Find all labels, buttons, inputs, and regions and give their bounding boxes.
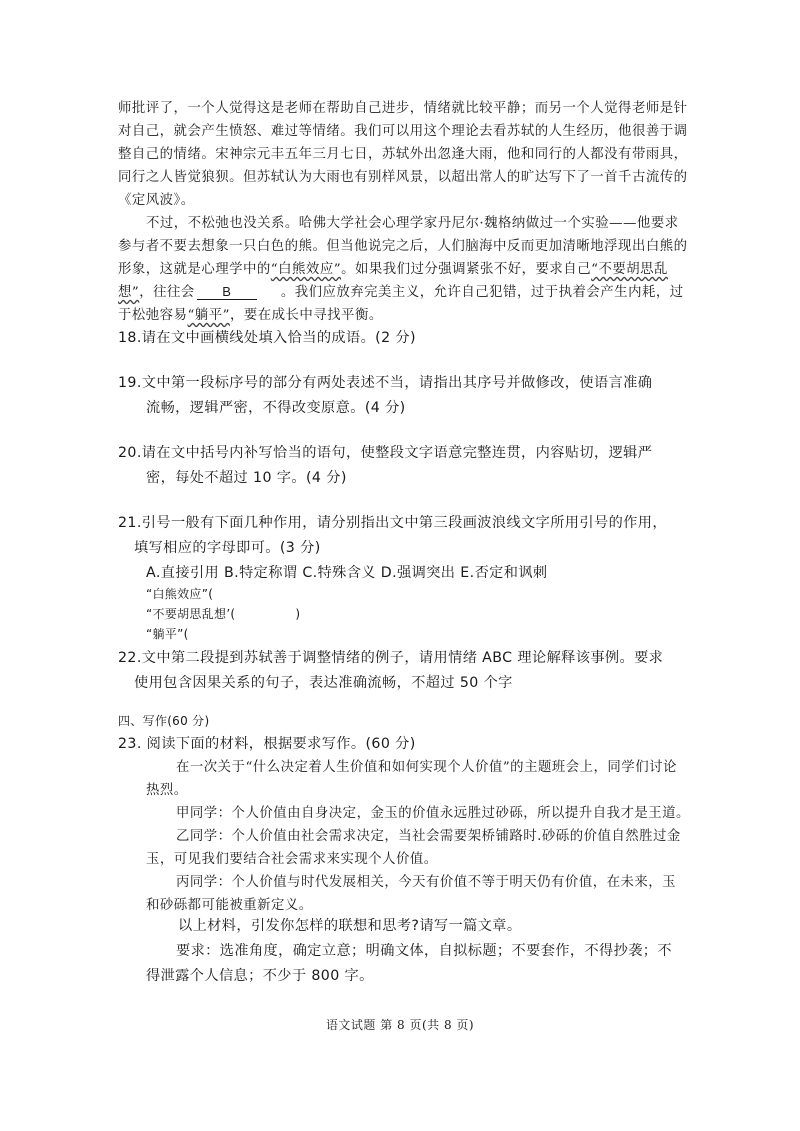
passage-p2-line3 — [118, 258, 668, 277]
quote-no-wild-thoughts: “不要胡思乱 — [591, 262, 668, 277]
question-23: 23. 阅读下面的材料，根据要求写作。(60 分) — [118, 736, 416, 752]
page-footer: 语文试题 第 8 页(共 8 页) — [325, 1018, 475, 1032]
question-20-line1: 20.请在文中括号内补写恰当的语句，使整段文字语意完整连贯，内容贴切，逻辑严 — [118, 445, 653, 461]
passage-text: ，往往会 — [139, 285, 195, 300]
passage-text: 。我们应放弃完美主义，允许自己犯错，过于执着会产生内耗，过 — [280, 285, 684, 300]
question-21-line1: 21.引号一般有下面几种作用，请分别指出文中第三段画波浪线文字所用引号的作用， — [118, 515, 667, 531]
passage-p2-line4 — [118, 281, 684, 300]
passage-p2-line5 — [118, 304, 383, 323]
passage-text: 于松弛容易 — [118, 308, 188, 323]
passage-text: 。如果我们过分强调紧张不好，要求自己 — [341, 262, 592, 277]
passage-p1-line3: 整自己的情绪。宋神宗元丰五年三月七日，苏轼外出忽逢大雨，他和同行的人都没有带雨具， — [118, 147, 688, 162]
question-19-line2: 流畅，逻辑严密，不得改变原意。(4 分) — [146, 400, 406, 416]
question-20-line2: 密，每处不超过 10 字。(4 分) — [146, 470, 347, 486]
question-19-line1: 19.文中第一段标序号的部分有两处表述不当，请指出其序号并做修改，使语言准确 — [118, 375, 653, 391]
section-title-writing: 四、写作(60 分) — [118, 714, 210, 728]
passage-p1-line4: 同行之人皆觉狼狈。但苏轼认为大雨也有别样风景，以超出常人的旷达写下了一首千古流传的 — [118, 170, 688, 185]
material-line2: 热烈。 — [146, 783, 188, 798]
fill-blank-b: B — [197, 284, 257, 300]
material-line1: 在一次关于“什么决定着人生价值和如何实现个人价值”的主题班会上，同学们讨论 — [176, 760, 677, 775]
question-21-item-no-wild-thoughts — [146, 605, 300, 622]
question-21-item-white-bear: “白熊效应”( — [146, 587, 214, 601]
writing-requirement-line2: 得泄露个人信息；不少于 800 字。 — [146, 968, 374, 984]
passage-p1-line5: 《定风波》。 — [118, 193, 195, 208]
quote-white-bear: “白熊效应” — [270, 262, 342, 277]
question-22-line1: 22.文中第二段提到苏轼善于调整情绪的例子，请用情绪 ABC 理论解释该事例。要求 — [118, 650, 664, 666]
material-line4: 乙同学：个人价值由社会需求决定，当社会需要架桥铺路时.砂砾的价值自然胜过金 — [176, 829, 681, 844]
material-line5: 玉，可见我们要结合社会需求来实现个人价值。 — [146, 852, 438, 867]
question-22-line2: 使用包含因果关系的句子，表达准确流畅，不超过 50 个字 — [134, 675, 513, 691]
passage-p1-line2: 对自己，就会产生愤怒、难过等情绪。我们可以用这个理论去看苏轼的人生经历，他很善于调 — [118, 124, 688, 139]
question-18: 18.请在文中画横线处填入恰当的成语。(2 分) — [118, 330, 416, 346]
material-line7: 和砂砾都可能被重新定义。 — [146, 898, 313, 913]
quote-no-wild-thoughts-end: 想” — [118, 285, 140, 300]
item-paren-close: ) — [295, 607, 301, 621]
passage-p2-line1: 不过，不松弛也没关系。哈佛大学社会心理学家丹尼尔·魏格纳做过一个实验——他要求 — [146, 216, 679, 231]
material-line6: 丙同学：个人价值与时代发展相关，今天有价值不等于明天仍有价值，在未来，玉 — [176, 875, 677, 890]
passage-text: 形象，这就是心理学中的 — [118, 262, 271, 277]
passage-p1-line1: 师批评了，一个人觉得这是老师在帮助自己进步，情绪就比较平静；而另一个人觉得老师是针 — [118, 101, 688, 116]
question-21-item-lying-flat: “躺平”( — [146, 627, 189, 641]
passage-p2-line2: 参与者不要去想象一只白色的熊。但当他说完之后，人们脑海中反而更加清晰地浮现出白熊的 — [118, 239, 688, 254]
question-21-line2: 填写相应的字母即可。(3 分) — [134, 540, 321, 556]
question-21-options: A.直接引用 B.特定称谓 C.特殊含义 D.强调突出 E.否定和讽刺 — [146, 565, 548, 581]
item-text: “不要胡思乱想’( — [146, 607, 236, 621]
material-line3: 甲同学：个人价值由自身决定，金玉的价值永远胜过砂砾，所以提升自我才是王道。 — [176, 806, 690, 821]
writing-requirement-line1: 要求：选准角度，确定立意；明确文体，自拟标题；不要套作，不得抄袭；不 — [176, 943, 672, 959]
quote-lying-flat: “躺平” — [187, 308, 230, 323]
writing-prompt: 以上材料，引发你怎样的联想和思考?请写一篇文章。 — [178, 918, 522, 934]
passage-text: ，要在成长中寻找平衡。 — [229, 308, 383, 323]
